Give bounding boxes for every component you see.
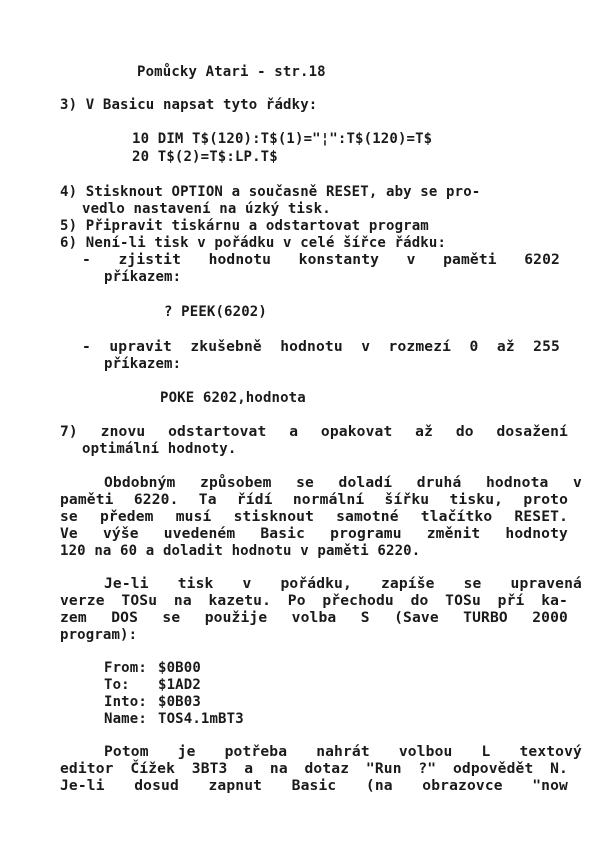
para-1-line-5: 120 na 60 a doladit hodnotu v paměti 6220. [60,542,421,559]
peek-command: ? PEEK(6202) [164,303,267,320]
param-to-value: $1AD2 [158,676,201,693]
para-1-line-3: se předem musí stisknout samotné tlačítko RESET. [60,508,568,525]
para-1-line-1: Obdobným způsobem se doladí druhá hodnota v [104,474,582,491]
code-line-10: 10 DIM T$(120):T$(1)="¦":T$(120)=T$ [132,130,433,147]
step-4-line-1: 4) Stisknout OPTION a současně RESET, aby se pro- [60,183,481,200]
para-3-line-1: Potom je potřeba nahrát volbou L textový [104,743,582,760]
param-into-value: $0B03 [158,693,201,710]
param-to-label: To: [104,676,130,693]
code-line-20: 20 T$(2)=T$:LP.T$ [132,148,278,165]
poke-command: POKE 6202,hodnota [160,389,306,406]
param-name-label: Name: [104,710,147,727]
para-3-line-3: Je-li dosud zapnut Basic (na obrazovce "now [60,777,568,794]
param-name-value: TOS4.1mBT3 [158,710,244,727]
param-from-label: From: [104,659,147,676]
step-7-line-1: 7) znovu odstartovat a opakovat až do dosažení [60,423,568,440]
para-2-line-2: verze TOSu na kazetu. Po přechodu do TOSu pří ka- [60,592,568,609]
step-4-line-2: vedlo nastavení na úzký tisk. [82,200,331,217]
para-1-line-4: Ve výše uvedeném Basic programu změnit hodnoty [60,525,568,542]
step-7-line-2: optimální hodnoty. [82,440,237,457]
step-6-bullet-2-cont: příkazem: [104,355,182,372]
para-2-line-1: Je-li tisk v pořádku, zapíše se upravená [104,575,582,592]
para-1-line-2: paměti 6220. Ta řídí normální šířku tisku, proto [60,491,568,508]
step-5: 5) Připravit tiskárnu a odstartovat program [60,217,429,234]
para-2-line-3: zem DOS se použije volba S (Save TURBO 2000 [60,609,568,626]
param-from-value: $0B00 [158,659,201,676]
page-header: Pomůcky Atari - str.18 [137,63,326,80]
param-into-label: Into: [104,693,147,710]
para-2-line-4: program): [60,626,138,643]
step-6-bullet-1-cont: příkazem: [104,268,182,285]
step-6-line-1: 6) Není-li tisk v pořádku v celé šířce řádku: [60,234,447,251]
step-3-heading: 3) V Basicu napsat tyto řádky: [60,96,318,113]
para-3-line-2: editor Čížek 3BT3 a na dotaz "Run ?" odpovědět N. [60,760,568,777]
step-6-bullet-2: - upravit zkušebně hodnotu v rozmezí 0 až 255 [82,338,560,355]
step-6-bullet-1: - zjistit hodnotu konstanty v paměti 6202 [82,251,560,268]
